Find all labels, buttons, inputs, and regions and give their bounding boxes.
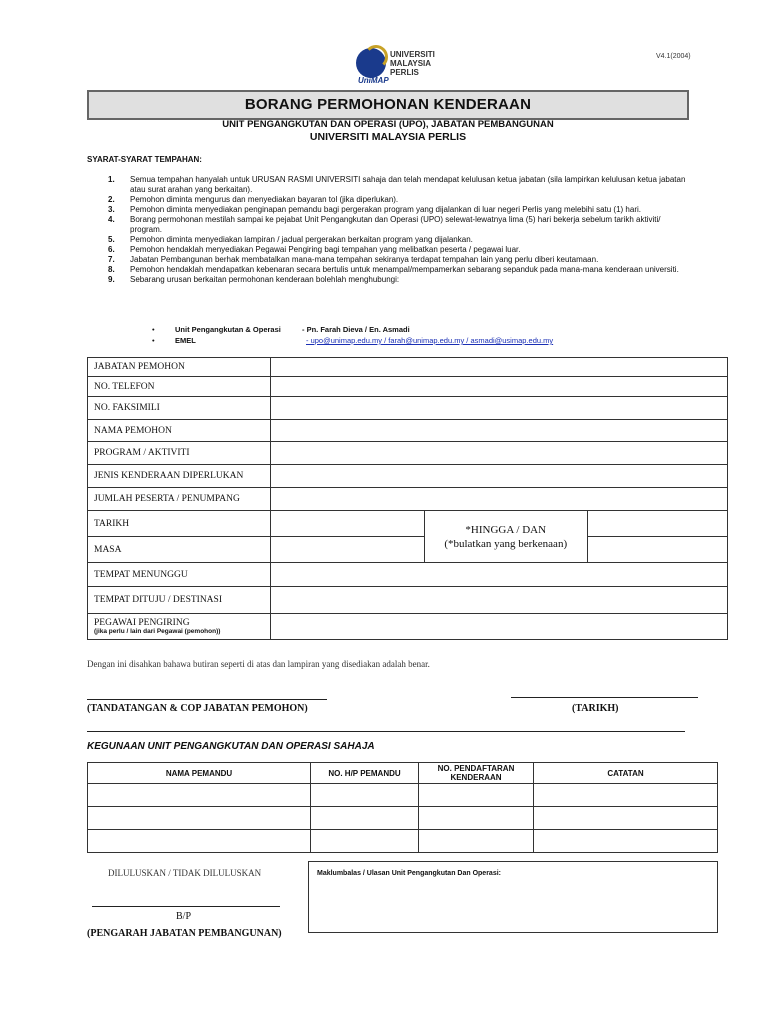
bulatkan-note: (*bulatkan yang berkenaan) bbox=[444, 537, 568, 550]
signature-line-right bbox=[511, 697, 698, 698]
table-row bbox=[88, 830, 718, 853]
condition-number: 7. bbox=[108, 255, 115, 264]
label-tempat-dituju: TEMPAT DITUJU / DESTINASI bbox=[88, 587, 271, 614]
table-row bbox=[88, 807, 718, 830]
col-no-pendaftaran: NO. PENDAFTARAN KENDERAAN bbox=[419, 763, 534, 784]
input-tempat-menunggu[interactable] bbox=[270, 563, 727, 587]
input-telefon[interactable] bbox=[270, 377, 727, 397]
input-nama[interactable] bbox=[270, 420, 727, 442]
label-program: PROGRAM / AKTIVITI bbox=[88, 442, 271, 465]
hingga-dan-cell bbox=[424, 511, 587, 563]
conditions-heading: SYARAT-SYARAT TEMPAHAN: bbox=[87, 155, 202, 164]
condition-number: 5. bbox=[108, 235, 115, 244]
cell[interactable] bbox=[534, 784, 718, 807]
signature-line-left bbox=[87, 699, 327, 700]
col-no-hp-pemandu: NO. H/P PEMANDU bbox=[311, 763, 419, 784]
input-jenis-kenderaan[interactable] bbox=[270, 465, 727, 488]
conditions-list bbox=[108, 175, 688, 285]
contact-email-label: EMEL bbox=[175, 336, 196, 345]
label-pegawai-pengiring bbox=[88, 614, 271, 640]
condition-item bbox=[108, 275, 688, 285]
condition-text: Pemohon hendaklah mendapatkan kebenaran secara bertulis untuk menampal/mempamerkan sebarang sepanduk pada mana-mana kenderaan universiti. bbox=[130, 265, 679, 274]
condition-number: 9. bbox=[108, 275, 115, 284]
signature-label: (TANDATANGAN & COP JABATAN PEMOHON) bbox=[87, 703, 308, 714]
label-telefon: NO. TELEFON bbox=[88, 377, 271, 397]
label-nama: NAMA PEMOHON bbox=[88, 420, 271, 442]
form-subtitle-unit: UNIT PENGANGKUTAN DAN OPERASI (UPO), JABATAN PEMBANGUNAN bbox=[222, 119, 554, 130]
condition-text: Pemohon diminta menyediakan lampiran / jadual pergerakan berkaitan program yang dijalankan. bbox=[130, 235, 473, 244]
contact-email-bullet: • bbox=[152, 336, 155, 345]
condition-item bbox=[108, 245, 688, 255]
pegawai-label-text: PEGAWAI PENGIRING bbox=[94, 618, 190, 628]
contact-unit-label: Unit Pengangkutan & Operasi bbox=[175, 325, 281, 334]
condition-item bbox=[108, 235, 688, 245]
condition-text: Sebarang urusan berkaitan permohonan kenderaan bolehlah menghubungi: bbox=[130, 275, 400, 284]
input-tarikh-to[interactable] bbox=[587, 511, 727, 537]
form-title-box bbox=[87, 90, 689, 120]
input-jumlah-peserta[interactable] bbox=[270, 488, 727, 511]
pengarah-label: (PENGARAH JABATAN PEMBANGUNAN) bbox=[87, 928, 282, 939]
col-nama-pemandu: NAMA PEMANDU bbox=[88, 763, 311, 784]
table-row bbox=[88, 784, 718, 807]
condition-number: 3. bbox=[108, 205, 115, 214]
feedback-box[interactable] bbox=[308, 861, 718, 933]
form-subtitle-university: UNIVERSITI MALAYSIA PERLIS bbox=[309, 131, 467, 143]
condition-text: Jabatan Pembangunan berhak membatalkan mana-mana tempahan sekiranya terdapat tempahan lain yang perlu diberi keutamaan. bbox=[130, 255, 599, 264]
cell[interactable] bbox=[311, 807, 419, 830]
logo-line-3: PERLIS bbox=[390, 68, 419, 77]
label-jabatan: JABATAN PEMOHON bbox=[88, 358, 271, 377]
label-faksimili: NO. FAKSIMILI bbox=[88, 397, 271, 420]
approver-signature-line bbox=[92, 906, 280, 907]
condition-number: 4. bbox=[108, 215, 115, 224]
input-masa-to[interactable] bbox=[587, 537, 727, 563]
cell[interactable] bbox=[311, 830, 419, 853]
declaration-text: Dengan ini disahkan bahawa butiran seperti di atas dan lampiran yang disediakan adalah benar. bbox=[87, 659, 430, 669]
condition-text: Semua tempahan hanyalah untuk URUSAN RASMI UNIVERSITI sahaja dan telah mendapat kelulusan ketua jabatan (sila lampirkan kelulusan ketua jabatan atau surat arahan yang berkaitan). bbox=[130, 175, 686, 194]
condition-number: 1. bbox=[108, 175, 115, 184]
cell[interactable] bbox=[88, 807, 311, 830]
contact-email-links[interactable]: - upo@unimap.edu.my / farah@unimap.edu.my / asmadi@usimap.edu.my bbox=[306, 336, 554, 345]
upo-section-heading: KEGUNAAN UNIT PENGANGKUTAN DAN OPERASI SAHAJA bbox=[87, 741, 375, 752]
application-form-table bbox=[87, 357, 728, 640]
contact-unit-value: - Pn. Farah Dieva / En. Asmadi bbox=[302, 325, 410, 334]
logo-text bbox=[390, 50, 435, 77]
logo-line-1: UNIVERSITI bbox=[390, 50, 435, 59]
cell[interactable] bbox=[88, 784, 311, 807]
logo-emblem-icon bbox=[356, 48, 386, 78]
condition-item bbox=[108, 175, 688, 195]
form-title: BORANG PERMOHONAN KENDERAAN bbox=[244, 96, 532, 113]
input-pegawai-pengiring[interactable] bbox=[270, 614, 727, 640]
feedback-label: Maklumbalas / Ulasan Unit Pengangkutan Dan Operasi: bbox=[317, 870, 501, 877]
input-program[interactable] bbox=[270, 442, 727, 465]
input-tempat-dituju[interactable] bbox=[270, 587, 727, 614]
condition-number: 2. bbox=[108, 195, 115, 204]
condition-text: Pemohon hendaklah menyediakan Pegawai Pengiring bagi tempahan yang melibatkan peserta / pegawai luar. bbox=[130, 245, 521, 254]
label-masa: MASA bbox=[88, 537, 271, 563]
cell[interactable] bbox=[419, 807, 534, 830]
section-divider bbox=[87, 731, 685, 732]
label-tarikh: TARIKH bbox=[88, 511, 271, 537]
col-catatan: CATATAN bbox=[534, 763, 718, 784]
condition-text: Borang permohonan mestilah sampai ke pejabat Unit Pengangkutan dan Operasi (UPO) selewat-lewatnya lima (5) hari bekerja sebelum tarikh aktiviti/ program. bbox=[130, 215, 661, 234]
input-jabatan[interactable] bbox=[270, 358, 727, 377]
cell[interactable] bbox=[88, 830, 311, 853]
condition-item bbox=[108, 205, 688, 215]
condition-text: Pemohon diminta menyediakan penginapan pemandu bagi pergerakan program yang dijalankan di luar negeri Perlis yang melebihi satu (1) hari. bbox=[130, 205, 641, 214]
label-tempat-menunggu: TEMPAT MENUNGGU bbox=[88, 563, 271, 587]
date-label: (TARIKH) bbox=[572, 703, 619, 714]
cell[interactable] bbox=[534, 830, 718, 853]
condition-number: 8. bbox=[108, 265, 115, 274]
approval-status-label: DILULUSKAN / TIDAK DILULUSKAN bbox=[108, 868, 262, 878]
cell[interactable] bbox=[419, 830, 534, 853]
version-label: V4.1(2004) bbox=[656, 53, 691, 60]
bp-label: B/P bbox=[176, 911, 192, 922]
condition-item bbox=[108, 265, 688, 275]
driver-assignment-table bbox=[87, 762, 718, 853]
label-jumlah-peserta: JUMLAH PESERTA / PENUMPANG bbox=[88, 488, 271, 511]
cell[interactable] bbox=[419, 784, 534, 807]
condition-item bbox=[108, 195, 688, 205]
condition-number: 6. bbox=[108, 245, 115, 254]
input-tarikh-from[interactable] bbox=[270, 511, 424, 537]
condition-item bbox=[108, 215, 688, 235]
condition-text: Pemohon diminta mengurus dan menyediakan bayaran tol (jika diperlukan). bbox=[130, 195, 399, 204]
logo-line-2: MALAYSIA bbox=[390, 59, 432, 68]
pegawai-note: (jika perlu / lain dari Pegawai (pemohon)) bbox=[94, 628, 221, 635]
contact-unit-bullet: • bbox=[152, 325, 155, 334]
input-faksimili[interactable] bbox=[270, 397, 727, 420]
cell[interactable] bbox=[534, 807, 718, 830]
university-logo bbox=[356, 44, 442, 86]
logo-brand: UniMAP bbox=[358, 76, 389, 85]
condition-item bbox=[108, 255, 688, 265]
input-masa-from[interactable] bbox=[270, 537, 424, 563]
label-jenis-kenderaan: JENIS KENDERAAN DIPERLUKAN bbox=[88, 465, 271, 488]
cell[interactable] bbox=[311, 784, 419, 807]
hingga-dan-text: *HINGGA / DAN bbox=[465, 523, 547, 536]
